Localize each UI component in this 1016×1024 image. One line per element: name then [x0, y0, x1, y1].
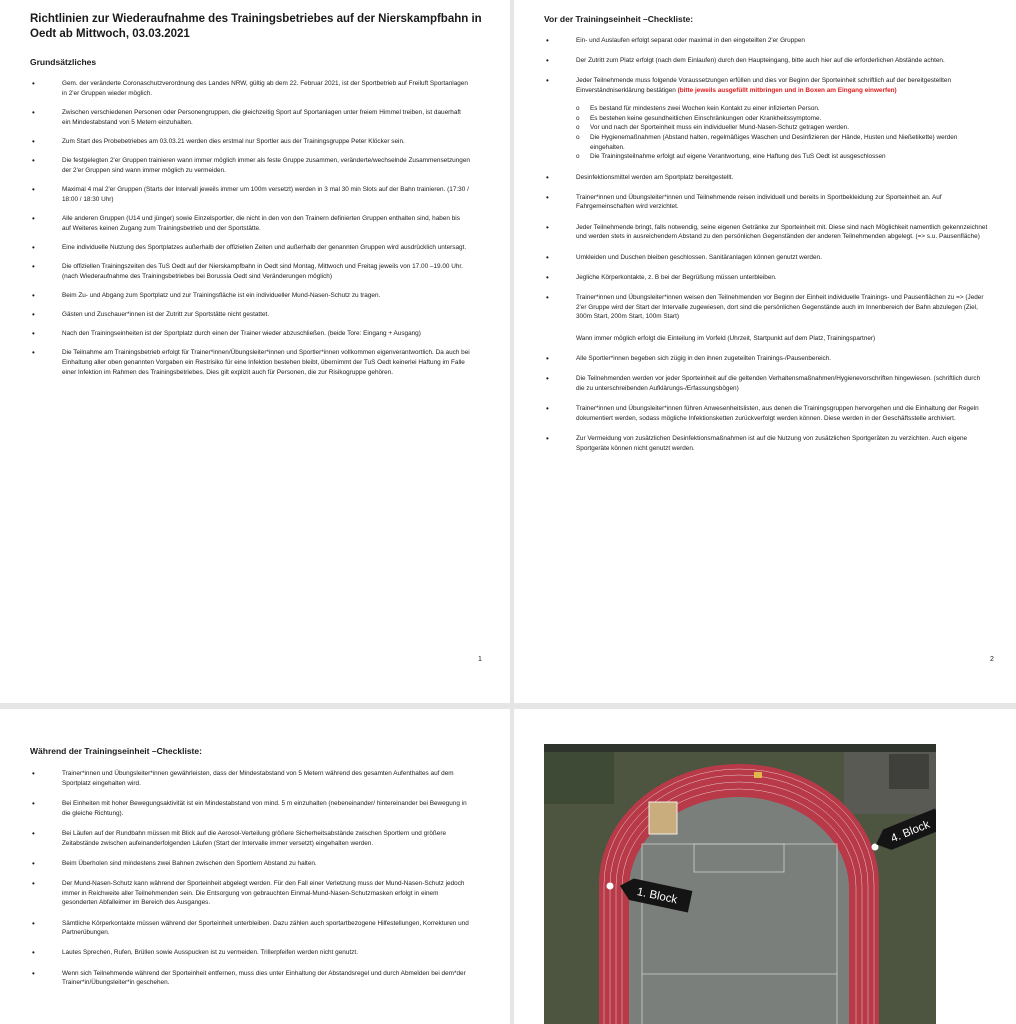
jump-marker [754, 772, 762, 778]
track-map-graphic [544, 744, 936, 1024]
section-heading-vor-training: Vor der Trainingseinheit –Checkliste: [544, 14, 694, 24]
list-item-text: Trainer*innen und Übungsleiter*innen weisen den Teilnehmenden vor Beginn der Einheit individuelle Trainings- und Pausenflächen zu => (Jeder 2'er Gruppe wird der Start der Intervalle zugewiesen, dort sind die persönlichen Gegenstände auch im Innenbereich der Bahn abzulegen (Ziel, 300m Start, 200m Start, 100m Start) [576, 293, 984, 321]
trees-area [544, 744, 614, 804]
list-item: • Die Teilnahme am Trainingsbetrieb erfolgt für Trainer*innen/Übungsleiter*innen und Sportler*innen vollkommen eigenverantwortlich. Da auch bei Einhaltung aller oben genannten Vorgaben ein Restrisiko für eine Infektion bestehen bleibt, übernimmt der TuS Oedt keinerlei Haftung im Falle einer Infektion im Rahmen des Trainingsbetriebes. Dies gilt explizit auch für Personen, die zur Risikogruppe gehören. [30, 348, 470, 377]
list-item: • Der Mund-Nasen-Schutz kann während der Sporteinheit abgelegt werden. Für den Fall einer Verletzung muss der Mund-Nasen-Schutz jedoch immer in Reichweite aller Teilnehmenden sein. Die Entsorgung von gebrauchten Einmal-Mund-Nasen-Schutzmasken erfolgt in einem gesonderten Abfalleimer im Bereich des Ausganges. [30, 879, 475, 908]
start-marker-block1 [607, 883, 614, 890]
list-item-text: Jeder Teilnehmende muss folgende Voraussetzungen erfüllen und dies vor Beginn der Sporteinheit schriftlich auf der bereitgestellten Einverständniserklärung bestätigen [576, 77, 952, 95]
sub-list [576, 104, 989, 162]
list-item: • Der Zutritt zum Platz erfolgt (nach dem Einlaufen) durch den Haupteingang, bitte auch hier auf die erforderlichen Abstände achten. [544, 56, 989, 66]
list-item: • Jeder Teilnehmende bringt, falls notwendig, seine eigenen Getränke zur Sporteinheit mit. Diese sind nach Möglichkeit namentlich gekennzeichnet und werden stets in ausreichendem Abstand zu den persönlichen Gegenständen der anderen Teilnehmenden abgelegt. (=> s.u. Pausenfläche) [544, 223, 989, 242]
bullet-list-vor-training [544, 36, 989, 464]
list-item: • Die Teilnehmenden werden vor jeder Sporteinheit auf die geltenden Verhaltensmaßnahmen/Hygienevorschriften hingewiesen. (schriftlich durch die zu unterschreibenden Aufklärungs-/Erfassungsbögen) [544, 374, 989, 393]
list-item: • Umkleiden und Duschen bleiben geschlossen. Sanitäranlagen können genutzt werden. [544, 253, 989, 263]
list-item: • Sämtliche Körperkontakte müssen während der Sporteinheit unterbleiben. Dazu zählen auch sportartbezogene Hilfestellungen, Korrekturen und Partnerübungen. [30, 919, 475, 938]
list-item [544, 76, 989, 162]
list-item: • Zum Start des Probebetriebes am 03.03.21 werden dies erstmal nur Sportler aus der Trainingsgruppe Peter Klöcker sein. [30, 137, 470, 147]
list-item: • Beim Überholen sind mindestens zwei Bahnen zwischen den Sportlern Abstand zu halten. [30, 859, 475, 869]
list-item: • Bei Einheiten mit hoher Bewegungsaktivität ist ein Mindestabstand von mind. 5 m einzuhalten (nebeneinander/ hintereinander bei Bewegung in die gleiche Richtung). [30, 799, 475, 818]
list-item: • Nach den Trainingseinheiten ist der Sportplatz durch einen der Trainer wieder abzuschließen. (beide Tore: Eingang + Ausgang) [30, 329, 470, 339]
page-number: 2 [990, 656, 994, 663]
list-item: • Zur Vermeidung von zusätzlichen Desinfektionsmaßnahmen ist auf die Nutzung von zusätzlichen Sportgeräten zu verzichten. Auch eigene Sportgeräte können nicht genutzt werden. [544, 434, 989, 453]
document-page-3 [0, 709, 510, 1024]
list-item: • Alle anderen Gruppen (U14 und jünger) sowie Einzelsportler, die nicht in den von den Trainern definierten Gruppen enthalten sind, haben bis auf Weiteres keinen Zugang zum Trainingsbetrieb und der Sportstätte. [30, 214, 470, 233]
list-item: • Gem. der veränderte Coronaschutzverordnung des Landes NRW, gültig ab dem 22. Februar 2021, ist der Sportbetrieb auf Freiluft Sportanlagen in 2'er Gruppen wieder möglich. [30, 79, 470, 98]
page-number: 1 [478, 656, 482, 663]
document-page-4 [514, 709, 1016, 1024]
document-page-1 [0, 0, 510, 703]
list-item: • Maximal 4 mal 2'er Gruppen (Starts der Intervall jeweils immer um 100m versetzt) werden in 3 mal 30 min Slots auf der Bahn trainieren. (17:30 / 18:00 / 18:30 Uhr) [30, 185, 470, 204]
list-item: • Trainer*innen und Übungsleiter*innen gewährleisten, dass der Mindestabstand von 5 Metern während des gesamten Aufenthaltes auf dem Sportplatz eingehalten wird. [30, 769, 475, 788]
list-item: • Gästen und Zuschauer*innen ist der Zutritt zur Sportstätte nicht gestattet. [30, 310, 470, 320]
document-title: Richtlinien zur Wiederaufnahme des Trainingsbetriebes auf der Nierskampfbahn in Oedt ab Mittwoch, 03.03.2021 [30, 13, 482, 40]
list-item: • Ein- und Auslaufen erfolgt separat oder maximal in den eingeteilten 2'er Gruppen [544, 36, 989, 46]
building-roof [889, 754, 929, 789]
list-item: • Die festgelegten 2'er Gruppen trainieren wann immer möglich immer als feste Gruppe zusammen, veränderte/wechselnde Zusammensetzungen der 2'er Gruppen sind wann immer möglich zu vermeiden. [30, 156, 470, 175]
sub-list-item: o Die Hygienemaßnahmen (Abstand halten, regelmäßiges Waschen und Desinfizieren der Hände, Husten und Nießetikette) werden eingehalten. [576, 133, 989, 152]
sub-list-item: o Es bestehen keine gesundheitlichen Einschränkungen oder Krankheitssymptome. [576, 114, 989, 124]
label-text: 4. Block [889, 818, 932, 846]
sub-list-item: o Es bestand für mindestens zwei Wochen kein Kontakt zu einer infizierten Person. [576, 104, 989, 114]
bullet-list-grundsaetzliches [30, 79, 470, 387]
list-item: • Die offiziellen Trainingszeiten des TuS Oedt auf der Nierskampfbahn in Oedt sind Montag, Mittwoch und Freitag jeweils von 17.00 –19.00 Uhr. (nach Wiederaufnahme des Trainingsbetriebes bei Borussia Oedt sind Veränderungen möglich) [30, 262, 470, 281]
top-edge [544, 744, 936, 752]
list-item: • Alle Sportler*innen begeben sich zügig in den ihnen zugeteilten Trainings-/Pausenbereich. [544, 354, 989, 364]
list-item [544, 293, 989, 344]
section-heading-grundsaetzliches: Grundsätzliches [30, 57, 97, 67]
highlight-text: (bitte jeweils ausgefüllt mitbringen und in Boxen am Eingang einwerfen) [677, 87, 897, 95]
list-item: • Lautes Sprechen, Rufen, Brüllen sowie Ausspucken ist zu vermeiden. Trillerpfeifen werden nicht genutzt. [30, 948, 475, 958]
list-item: • Zwischen verschiedenen Personen oder Personengruppen, die gleichzeitig Sport auf Sportanlagen unter freiem Himmel treiben, ist dauerhaft ein Mindestabstand von 5 Metern einzuhalten. [30, 108, 470, 127]
list-item: • Trainer*innen und Übungsleiter*innen und Teilnehmende reisen individuell und bereits in Sportbekleidung zur Sporteinheit an. Auf Fahrgemeinschaften wird verzichtet. [544, 193, 989, 212]
sub-list-item: o Die Trainingsteilnahme erfolgt auf eigene Verantwortung, eine Haftung des TuS Oedt ist ausgeschlossen [576, 152, 989, 162]
sub-list-item: o Vor und nach der Sporteinheit muss ein individueller Mund-Nasen-Schutz getragen werden. [576, 123, 989, 133]
document-page-2 [514, 0, 1016, 703]
list-item: • Bei Läufen auf der Rundbahn müssen mit Blick auf die Aerosol-Verteilung größere Sicherheitsabstände zwischen Sportlern und größere Zeitabstände zwischen aufeinanderfolgenden Läufen (Start der Intervalle immer versetzt) eingehalten werden. [30, 829, 475, 848]
list-item: • Wenn sich Teilnehmende während der Sporteinheit entfernen, muss dies unter Einhaltung der Abstandsregel und durch Abmelden bei dem*der Trainer*in/Übungsleiter*in geschehen. [30, 969, 475, 988]
list-item: • Jegliche Körperkontakte, z. B bei der Begrüßung müssen unterbleiben. [544, 273, 989, 283]
aerial-track-photo [544, 744, 936, 1024]
bullet-list-waehrend-training [30, 769, 475, 999]
list-item: • Trainer*innen und Übungsleiter*innen führen Anwesenheitslisten, aus denen die Trainingsgruppen hervorgehen und die Einhaltung der Regeln dokumentiert werden, sodass mögliche Infektionsketten zurückverfolgt werden können. Diese werden in der Geschäftsstelle archiviert. [544, 404, 989, 423]
list-item: • Eine individuelle Nutzung des Sportplatzes außerhalb der offiziellen Zeiten und außerhalb der genannten Gruppen wird ausdrücklich untersagt. [30, 243, 470, 253]
section-heading-waehrend-training: Während der Trainingseinheit –Checkliste: [30, 746, 202, 756]
list-item-note: Wann immer möglich erfolgt die Einteilung im Vorfeld (Uhrzeit, Startpunkt auf dem Platz, Trainingspartner) [576, 335, 876, 343]
list-item: • Desinfektionsmittel werden am Sportplatz bereitgestellt. [544, 173, 989, 183]
list-item: • Beim Zu- und Abgang zum Sportplatz und zur Trainingsfläche ist ein individueller Mund-Nasen-Schutz zu tragen. [30, 291, 470, 301]
label-text: 1. Block [635, 886, 679, 907]
sand-pit [649, 802, 677, 834]
